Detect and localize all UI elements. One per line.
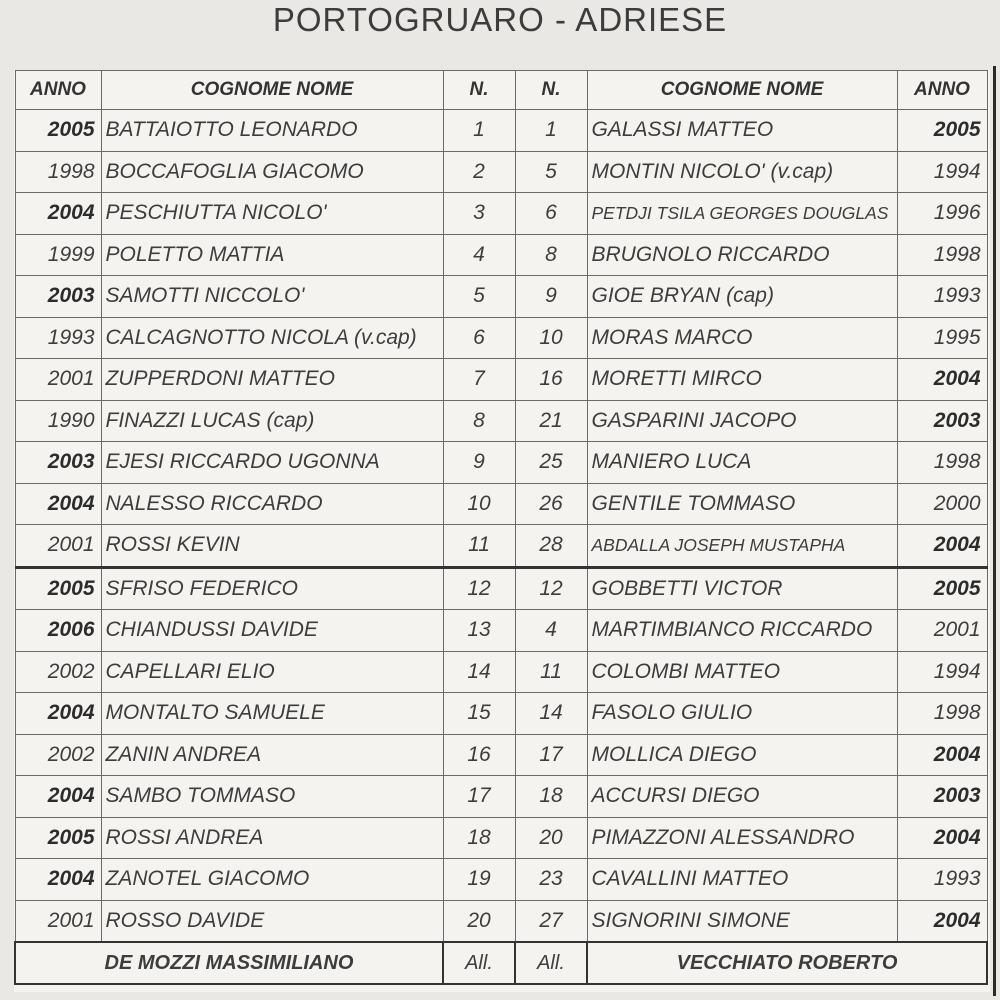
player-row <box>15 193 987 235</box>
right-player-year: 1996 <box>897 193 987 235</box>
right-player-name: MORAS MARCO <box>587 317 897 359</box>
right-player-number: 21 <box>515 400 587 442</box>
right-player-name: SIGNORINI SIMONE <box>587 900 897 942</box>
left-coach-name: DE MOZZI MASSIMILIANO <box>15 942 443 984</box>
right-player-year: 1998 <box>897 442 987 484</box>
right-player-year: 2003 <box>897 400 987 442</box>
right-player-number: 28 <box>515 525 587 568</box>
right-player-name: PETDJI TSILA GEORGES DOUGLAS <box>587 193 897 235</box>
left-player-number: 11 <box>443 525 515 568</box>
right-player-name: CAVALLINI MATTEO <box>587 859 897 901</box>
player-row <box>15 234 987 276</box>
right-player-name: GASPARINI JACOPO <box>587 400 897 442</box>
right-player-name: MOLLICA DIEGO <box>587 734 897 776</box>
right-player-number: 27 <box>515 900 587 942</box>
player-row <box>15 734 987 776</box>
right-player-number: 12 <box>515 567 587 610</box>
left-player-name: ROSSI ANDREA <box>101 817 443 859</box>
coaches-row <box>15 942 987 984</box>
left-player-year: 2004 <box>15 776 101 818</box>
right-player-number: 6 <box>515 193 587 235</box>
right-player-name: GOBBETTI VICTOR <box>587 567 897 610</box>
player-row <box>15 900 987 942</box>
left-player-year: 1993 <box>15 317 101 359</box>
left-player-number: 19 <box>443 859 515 901</box>
left-player-year: 2005 <box>15 110 101 152</box>
left-player-name: CAPELLARI ELIO <box>101 651 443 693</box>
header-row <box>15 71 987 110</box>
left-player-year: 2004 <box>15 859 101 901</box>
left-player-year: 2002 <box>15 734 101 776</box>
left-player-name: ROSSI KEVIN <box>101 525 443 568</box>
left-player-number: 1 <box>443 110 515 152</box>
right-player-year: 2000 <box>897 483 987 525</box>
left-player-name: BOCCAFOGLIA GIACOMO <box>101 151 443 193</box>
right-player-year: 1994 <box>897 151 987 193</box>
left-player-number: 4 <box>443 234 515 276</box>
right-player-year: 2004 <box>897 359 987 401</box>
right-player-name: MONTIN NICOLO' (v.cap) <box>587 151 897 193</box>
page-title: PORTOGRUARO - ADRIESE <box>272 1 728 38</box>
right-player-year: 1994 <box>897 651 987 693</box>
player-row <box>15 776 987 818</box>
right-player-name: GENTILE TOMMASO <box>587 483 897 525</box>
right-player-name: COLOMBI MATTEO <box>587 651 897 693</box>
right-player-name: BRUGNOLO RICCARDO <box>587 234 897 276</box>
header-right-name: COGNOME NOME <box>587 71 897 110</box>
right-player-year: 2004 <box>897 900 987 942</box>
page-edge-line <box>993 66 996 996</box>
left-player-number: 16 <box>443 734 515 776</box>
left-player-name: ZUPPERDONI MATTEO <box>101 359 443 401</box>
right-player-number: 8 <box>515 234 587 276</box>
left-player-name: ZANIN ANDREA <box>101 734 443 776</box>
right-player-name: GIOE BRYAN (cap) <box>587 276 897 318</box>
player-row <box>15 276 987 318</box>
roster-body <box>15 110 987 943</box>
left-player-name: SFRISO FEDERICO <box>101 567 443 610</box>
left-player-number: 13 <box>443 610 515 652</box>
right-player-year: 2005 <box>897 110 987 152</box>
right-player-name: GALASSI MATTEO <box>587 110 897 152</box>
right-player-number: 23 <box>515 859 587 901</box>
right-player-number: 10 <box>515 317 587 359</box>
right-coach-label: All. <box>515 942 587 984</box>
right-player-number: 5 <box>515 151 587 193</box>
player-row <box>15 693 987 735</box>
right-player-year: 1993 <box>897 859 987 901</box>
right-player-number: 11 <box>515 651 587 693</box>
player-row <box>15 525 987 568</box>
left-player-number: 10 <box>443 483 515 525</box>
player-row <box>15 483 987 525</box>
left-player-name: ROSSO DAVIDE <box>101 900 443 942</box>
left-player-year: 2003 <box>15 276 101 318</box>
player-row <box>15 151 987 193</box>
left-coach-label: All. <box>443 942 515 984</box>
header-left-number: N. <box>443 71 515 110</box>
player-row <box>15 317 987 359</box>
left-player-name: PESCHIUTTA NICOLO' <box>101 193 443 235</box>
left-player-number: 9 <box>443 442 515 484</box>
header-left-name: COGNOME NOME <box>101 71 443 110</box>
right-player-number: 4 <box>515 610 587 652</box>
left-player-name: NALESSO RICCARDO <box>101 483 443 525</box>
player-row <box>15 859 987 901</box>
left-player-year: 2004 <box>15 483 101 525</box>
right-player-name: MORETTI MIRCO <box>587 359 897 401</box>
left-player-name: SAMOTTI NICCOLO' <box>101 276 443 318</box>
left-player-number: 17 <box>443 776 515 818</box>
player-row <box>15 610 987 652</box>
right-player-year: 2001 <box>897 610 987 652</box>
left-player-number: 5 <box>443 276 515 318</box>
header-right-number: N. <box>515 71 587 110</box>
right-player-year: 1998 <box>897 693 987 735</box>
left-player-year: 2001 <box>15 359 101 401</box>
left-player-name: MONTALTO SAMUELE <box>101 693 443 735</box>
left-player-name: ZANOTEL GIACOMO <box>101 859 443 901</box>
right-player-year: 2003 <box>897 776 987 818</box>
right-player-year: 1998 <box>897 234 987 276</box>
right-player-name: FASOLO GIULIO <box>587 693 897 735</box>
player-row <box>15 359 987 401</box>
left-player-year: 2003 <box>15 442 101 484</box>
left-player-name: SAMBO TOMMASO <box>101 776 443 818</box>
right-player-number: 25 <box>515 442 587 484</box>
right-player-year: 1995 <box>897 317 987 359</box>
left-player-name: POLETTO MATTIA <box>101 234 443 276</box>
left-player-year: 2001 <box>15 525 101 568</box>
right-player-name: MARTIMBIANCO RICCARDO <box>587 610 897 652</box>
left-player-number: 3 <box>443 193 515 235</box>
left-player-year: 2004 <box>15 693 101 735</box>
player-row <box>15 442 987 484</box>
right-player-year: 2005 <box>897 567 987 610</box>
left-player-year: 2005 <box>15 817 101 859</box>
left-player-name: FINAZZI LUCAS (cap) <box>101 400 443 442</box>
right-coach-name: VECCHIATO ROBERTO <box>587 942 987 984</box>
right-player-number: 17 <box>515 734 587 776</box>
left-player-year: 2005 <box>15 567 101 610</box>
left-player-number: 6 <box>443 317 515 359</box>
right-player-year: 2004 <box>897 734 987 776</box>
right-player-name: PIMAZZONI ALESSANDRO <box>587 817 897 859</box>
left-player-number: 20 <box>443 900 515 942</box>
right-player-number: 26 <box>515 483 587 525</box>
header-right-year: ANNO <box>897 71 987 110</box>
player-row <box>15 817 987 859</box>
roster-table <box>14 70 988 985</box>
player-row <box>15 651 987 693</box>
left-player-name: BATTAIOTTO LEONARDO <box>101 110 443 152</box>
left-player-year: 2004 <box>15 193 101 235</box>
left-player-name: CALCAGNOTTO NICOLA (v.cap) <box>101 317 443 359</box>
player-row <box>15 567 987 610</box>
left-player-number: 15 <box>443 693 515 735</box>
left-player-year: 1990 <box>15 400 101 442</box>
left-player-number: 14 <box>443 651 515 693</box>
left-player-number: 12 <box>443 567 515 610</box>
right-player-name: ABDALLA JOSEPH MUSTAPHA <box>587 525 897 568</box>
left-player-number: 7 <box>443 359 515 401</box>
right-player-number: 18 <box>515 776 587 818</box>
right-player-number: 14 <box>515 693 587 735</box>
left-player-name: EJESI RICCARDO UGONNA <box>101 442 443 484</box>
left-player-number: 18 <box>443 817 515 859</box>
left-player-number: 8 <box>443 400 515 442</box>
left-player-name: CHIANDUSSI DAVIDE <box>101 610 443 652</box>
right-player-name: ACCURSI DIEGO <box>587 776 897 818</box>
right-player-number: 1 <box>515 110 587 152</box>
left-player-year: 2002 <box>15 651 101 693</box>
left-player-number: 2 <box>443 151 515 193</box>
left-player-year: 2001 <box>15 900 101 942</box>
left-player-year: 1999 <box>15 234 101 276</box>
right-player-name: MANIERO LUCA <box>587 442 897 484</box>
player-row <box>15 400 987 442</box>
header-left-year: ANNO <box>15 71 101 110</box>
right-player-year: 1993 <box>897 276 987 318</box>
left-player-year: 2006 <box>15 610 101 652</box>
right-player-number: 20 <box>515 817 587 859</box>
player-row <box>15 110 987 152</box>
right-player-year: 2004 <box>897 817 987 859</box>
left-player-year: 1998 <box>15 151 101 193</box>
right-player-year: 2004 <box>897 525 987 568</box>
right-player-number: 16 <box>515 359 587 401</box>
right-player-number: 9 <box>515 276 587 318</box>
